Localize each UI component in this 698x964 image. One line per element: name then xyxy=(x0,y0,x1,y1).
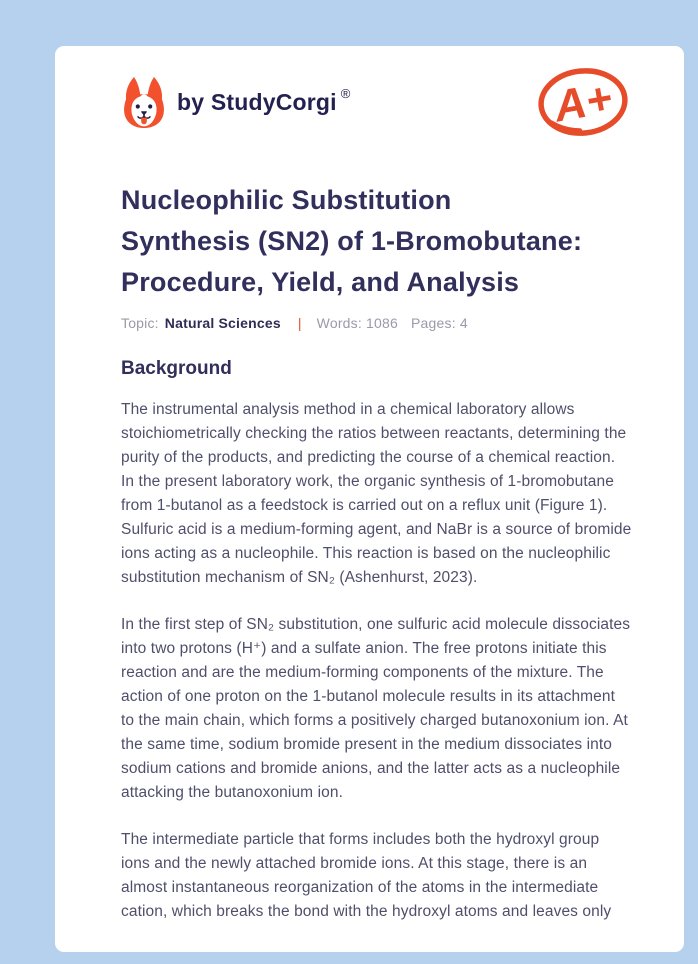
page-title xyxy=(121,180,632,303)
section-heading-background: Background xyxy=(121,358,232,379)
meta-divider: | xyxy=(297,315,302,331)
a-plus-grade-icon xyxy=(535,61,632,143)
registered-trademark: ® xyxy=(340,85,351,101)
topic-link[interactable]: Natural Sciences xyxy=(164,315,281,331)
header xyxy=(121,60,632,144)
grade-text: A+ xyxy=(550,73,616,132)
title-line-2: Synthesis (SN2) of 1-Bromobutane: xyxy=(121,226,583,256)
words-count: Words: 1086 xyxy=(316,315,398,331)
topic-label: Topic: xyxy=(121,315,159,331)
paragraph-2: In the first step of SN₂ substitution, one sulfuric acid molecule dissociates into two protons (H⁺) and a sulfate anion. The free protons initiate this reaction and are the medium-forming components of the mixture. The action of one proton on the 1-butanol molecule results in its attachment to the main chain, which forms a positively charged butanoxonium ion. At the same time, sodium bromide present in the medium dissociates into sodium cations and bromide anions, and the latter acts as a nucleophile attacking the butanoxonium ion. xyxy=(121,616,631,801)
article-meta xyxy=(121,315,632,331)
title-line-1: Nucleophilic Substitution xyxy=(121,185,452,215)
paragraph-1: The instrumental analysis method in a chemical laboratory allows stoichiometrically checking the ratios between reactants, determining the purity of the products, and predicting the course of a chemical reaction. In the present laboratory work, the organic synthesis of 1-bromobutane from 1-butanol as a feedstock is carried out on a reflux unit (Figure 1). Sulfuric acid is a medium-forming agent, and NaBr is a source of bromide ions acting as a nucleophile. This reaction is based on the nucleophilic substitution mechanism of SN₂ (Ashenhurst, 2023). xyxy=(121,401,632,586)
document-card xyxy=(55,46,684,952)
corgi-logo-icon xyxy=(121,76,167,128)
pages-count: Pages: 4 xyxy=(411,315,468,331)
paragraph-3: The intermediate particle that forms includes both the hydroxyl group ions and the newly attached bromide ions. At this stage, there is an almost instantaneous reorganization of the atoms in the intermediate cation, which breaks the bond with the hydroxyl atoms and leaves only xyxy=(121,831,612,920)
brand-text: by StudyCorgi xyxy=(177,88,337,115)
article-body xyxy=(121,398,632,924)
brand-logo-link[interactable] xyxy=(121,76,350,128)
title-line-3: Procedure, Yield, and Analysis xyxy=(121,267,520,297)
